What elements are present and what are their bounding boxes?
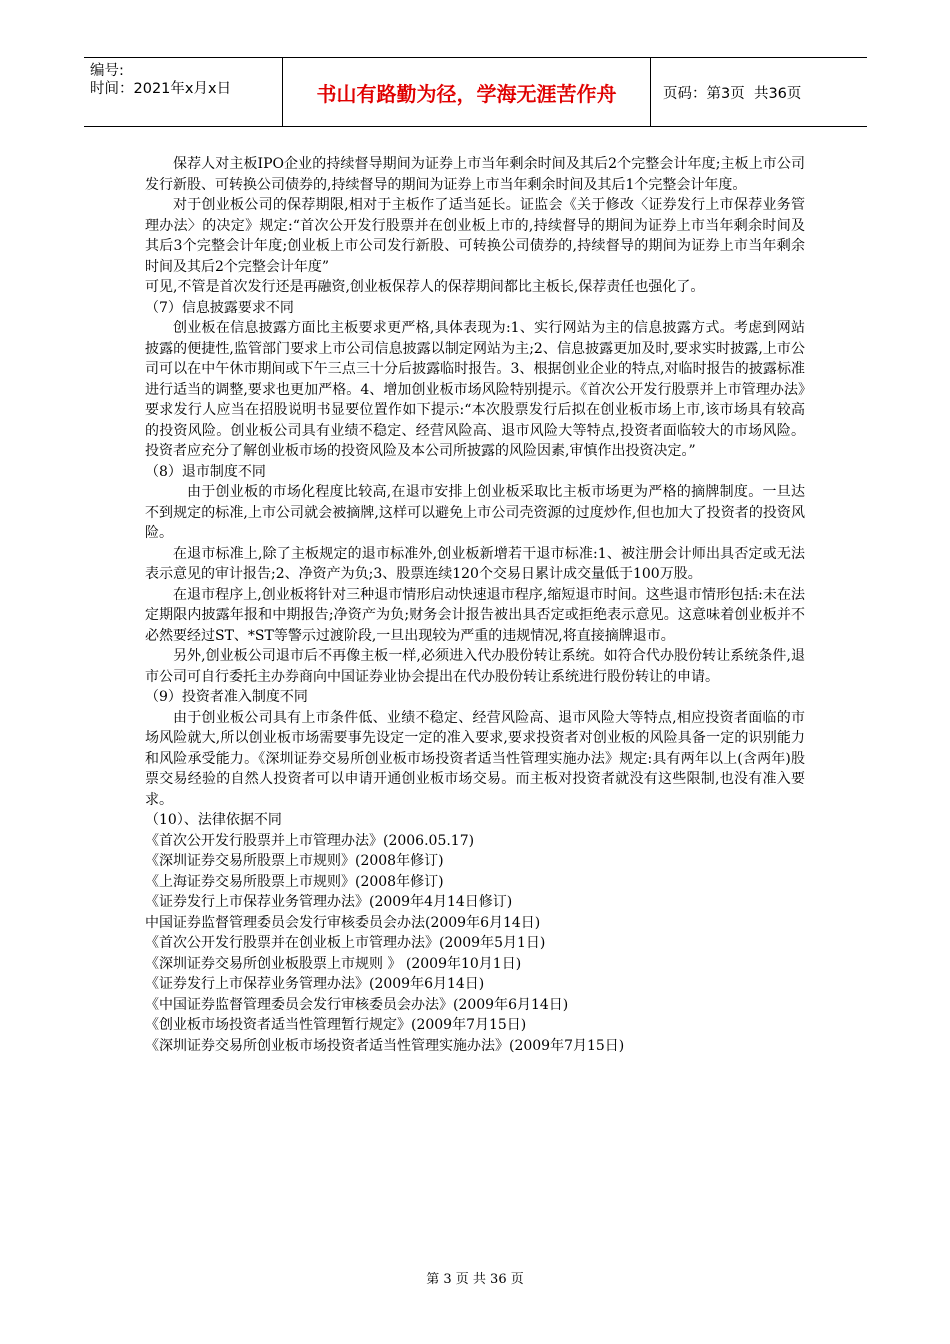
paragraph: 《深圳证券交易所创业板股票上市规则 》 (2009年10月1日): [145, 955, 522, 972]
paragraph: 另外,创业板公司退市后不再像主板一样,必须进入代办股份转让系统。如符合代办股份转让系统条件,退市公司可自行委托主办券商向中国证券业协会提出在代办股份转让系统进行股份转让的申请。: [145, 648, 805, 685]
page-header: [84, 57, 867, 127]
header-meta: [84, 58, 283, 126]
paragraph: 由于创业板的市场化程度比较高,在退市安排上创业板采取比主板市场更为严格的摘牌制度。一旦达不到规定的标准,上市公司就会被摘牌,这样可以避免上市公司壳资源的过度炒作,但也加大了投资者的投资风险。: [145, 484, 805, 541]
page-info-text: 页码：第3页 共36页: [663, 85, 802, 102]
header-motto: 书山有路勤为径，学海无涯苦作舟: [283, 58, 651, 126]
paragraph: 《证券发行上市保荐业务管理办法》(2009年4月14日修订): [145, 894, 513, 910]
paragraph: 在退市程序上,创业板将针对三种退市情形启动快速退市程序,缩短退市时间。这些退市情形包括:未在法定期限内披露年报和中期报告;净资产为负;财务会计报告被出具否定或拒绝表示意见。这意味着创业板并不必然要经过ST、*ST等警示过渡阶段,一旦出现较为严重的违规情况,将直接摘牌退市。: [145, 586, 805, 644]
document-number-label: 编号:: [90, 63, 124, 79]
paragraph: 《首次公开发行股票并在创业板上市管理办法》(2009年5月1日): [145, 935, 546, 951]
paragraph: （8）退市制度不同: [145, 463, 266, 480]
paragraph: 中国证券监督管理委员会发行审核委员会办法(2009年6月14日): [145, 914, 541, 931]
paragraph: 《上海证券交易所股票上市规则》(2008年修订): [145, 873, 444, 890]
paragraph: 由于创业板公司具有上市条件低、业绩不稳定、经营风险高、退市风险大等特点,相应投资者面临的市场风险就大,所以创业板市场需要事先设定一定的准入要求,要求投资者对创业板的风险具备一定的识别能力和风险承受能力。《深圳证券交易所创业板市场投资者适当性管理实施办法》规定:具有两年以上(含两年)股票交易经验的自然人投资者可以申请开通创业板市场交易。而主板对投资者就没有这些限制,也没有准入要求。: [145, 709, 805, 808]
paragraph: 对于创业板公司的保荐期限,相对于主板作了适当延长。证监会《关于修改〈证券发行上市保荐业务管理办法〉的决定》规定:“首次公开发行股票并在创业板上市的,持续督导的期间为证券上市当年剩余时间及其后3个完整会计年度;创业板上市公司发行新股、可转换公司债券的,持续督导的期间为证券上市当年剩余时间及其后2个完整会计年度”: [145, 197, 805, 275]
paragraph: （9）投资者准入制度不同: [145, 689, 308, 705]
document-body: [145, 154, 805, 1056]
header-page-info: [651, 58, 867, 126]
paragraph: 创业板在信息披露方面比主板要求更严格,具体表现为:1、实行网站为主的信息披露方式。考虑到网站披露的便捷性,监管部门要求上市公司信息披露以制定网站为主;2、信息披露更加及时,要求实时披露,上市公司可以在中午休市期间或下午三点三十分后披露临时报告。3、根据创业企业的特点,对临时报告的披露标准进行适当的调整,要求也更加严格。4、增加创业板市场风险特别提示。《首次公开发行股票并上市管理办法》要求发行人应当在招股说明书显要位置作如下提示:“本次股票发行后拟在创业板市场上市,该市场具有较高的投资风险。创业板公司具有业绩不稳定、经营风险高、退市风险大等特点,投资者面临较大的市场风险。投资者应充分了解创业板市场的投资风险及本公司所披露的风险因素,审慎作出投资决定。”: [145, 320, 805, 459]
paragraph: （10）、法律依据不同: [145, 812, 282, 828]
paragraph: 可见,不管是首次发行还是再融资,创业板保荐人的保荐期间都比主板长,保荐责任也强化了。: [145, 279, 705, 295]
paragraph: 《深圳证券交易所股票上市规则》(2008年修订): [145, 853, 444, 869]
paragraph: 《证券发行上市保荐业务管理办法》(2009年6月14日): [145, 976, 485, 992]
paragraph: 《首次公开发行股票并上市管理办法》(2006.05.17): [145, 832, 475, 849]
paragraph: （7）信息披露要求不同: [145, 299, 294, 316]
document-time-label: 时间：2021年x月x日: [90, 81, 232, 97]
paragraph: 在退市标准上,除了主板规定的退市标准外,创业板新增若干退市标准:1、被注册会计师出具否定或无法表示意见的审计报告;2、净资产为负;3、股票连续120个交易日累计成交量低于100万股。: [145, 545, 805, 582]
paragraph: 《深圳证券交易所创业板市场投资者适当性管理实施办法》(2009年7月15日): [145, 1037, 625, 1054]
page-footer: 第 3 页 共 36 页: [426, 1272, 524, 1287]
paragraph: 《中国证券监督管理委员会发行审核委员会办法》(2009年6月14日): [145, 996, 569, 1013]
paragraph: 《创业板市场投资者适当性管理暂行规定》(2009年7月15日): [145, 1017, 527, 1033]
paragraph: 保荐人对主板IPO企业的持续督导期间为证券上市当年剩余时间及其后2个完整会计年度;主板上市公司发行新股、可转换公司债券的,持续督导的期间为证券上市当年剩余时间及其后1个完整会计年度。: [145, 156, 805, 193]
